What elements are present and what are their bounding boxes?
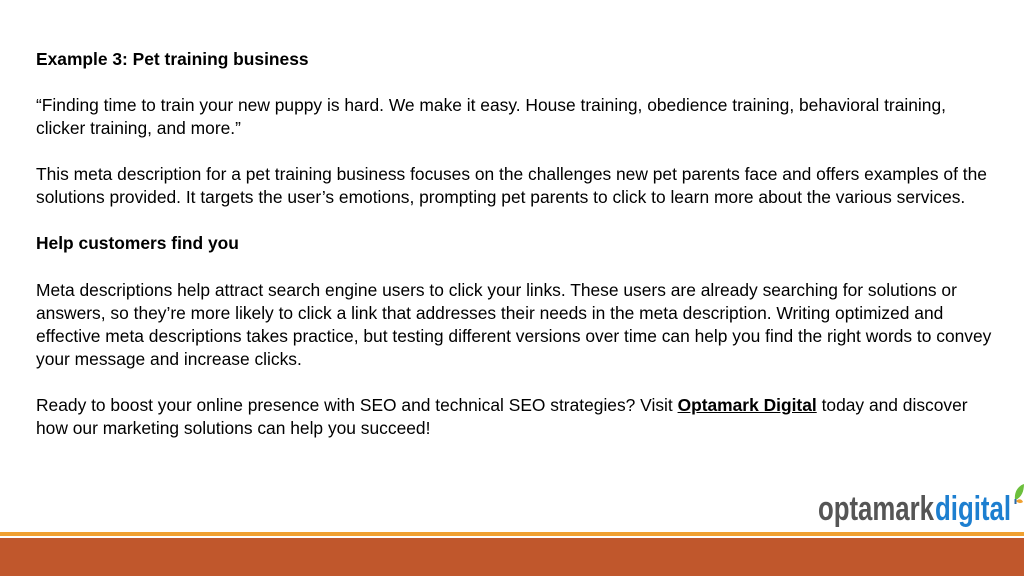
logo-text-digital [935, 490, 1011, 528]
cta-text-after: today and discover how our marketing solutions can help you succeed! [36, 394, 968, 439]
footer-band [0, 538, 1024, 576]
footer-bar [0, 532, 1024, 576]
call-to-action-paragraph [36, 394, 996, 440]
optamark-digital-logo [818, 480, 1024, 530]
slide-content [36, 48, 996, 463]
meta-description-paragraph: Meta descriptions help attract search engine users to click your links. These users are already searching for solutions or answers, so they’re more likely to click a link that addresses their needs in the meta description. Writing optimized and effective meta descriptions takes practice, but testing different versions over time can help you find the right words to convey your message and increase clicks. [36, 279, 992, 369]
logo-text-optamark [818, 490, 934, 528]
logo-part1: optamark [818, 490, 935, 528]
section-heading-pet-training: Example 3: Pet training business [36, 49, 309, 69]
leaf-icon [1015, 484, 1024, 504]
example-quote: “Finding time to train your new puppy is hard. We make it easy. House training, obedience training, behavioral training, clicker training, and more.” [36, 95, 946, 139]
section-heading-help-customers: Help customers find you [36, 233, 239, 254]
footer-accent-line [0, 532, 1024, 536]
cta-text-before: Ready to boost your online presence with SEO and technical SEO strategies? Visit [36, 394, 678, 415]
optamark-digital-link[interactable]: Optamark Digital [677, 394, 817, 415]
logo-part2: digital [935, 490, 1011, 528]
explanation-paragraph: This meta description for a pet training business focuses on the challenges new pet parents face and offers examples of the solutions provided. It targets the user’s emotions, prompting pet parents to click to learn more about the various services. [36, 164, 987, 208]
